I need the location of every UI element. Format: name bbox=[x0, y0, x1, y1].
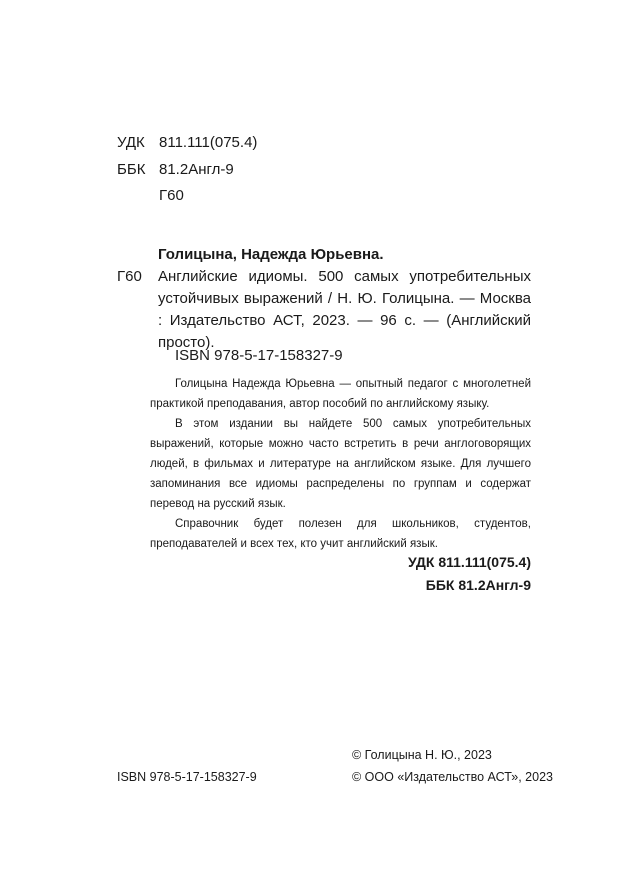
index-block bbox=[350, 551, 531, 597]
footer-isbn: ISBN 978-5-17-158327-9 bbox=[117, 770, 257, 784]
annotation-paragraph: Голицына Надежда Юрьевна — опытный педагог с многолетней практикой преподавания, автор пособий по английскому языку. bbox=[150, 378, 531, 410]
annotation-paragraph: В этом издании вы найдете 500 самых употребительных выражений, которые можно часто встретить в речи англоговорящих людей, в фильмах и литературе на английском языке. Для лучшего запоминания все идиомы распределены по группам и содержат перевод на русский язык. bbox=[150, 418, 531, 510]
copyright-block bbox=[352, 744, 553, 788]
annotation bbox=[150, 374, 531, 554]
bbk-value: 81.2Англ-9 bbox=[159, 161, 234, 178]
copyright-author: © Голицына Н. Ю., 2023 bbox=[352, 748, 492, 762]
author-mark: Г60 bbox=[159, 187, 184, 204]
annotation-paragraph: Справочник будет полезен для школьников, студентов, преподавателей и всех тех, кто учит английский язык. bbox=[150, 518, 531, 550]
udk-label: УДК bbox=[117, 134, 145, 151]
bibliographic-description: Английские идиомы. 500 самых употребительных устойчивых выражений / Н. Ю. Голицына. — Москва : Издательство АСТ, 2023. — 96 с. — (Английский просто). bbox=[158, 268, 531, 351]
copyright-publisher: © ООО «Издательство АСТ», 2023 bbox=[352, 770, 553, 784]
bbk-label: ББК bbox=[117, 161, 146, 178]
index-bbk: ББК 81.2Англ-9 bbox=[425, 577, 531, 593]
index-udk: УДК 811.111(075.4) bbox=[407, 554, 531, 570]
entry-isbn: ISBN 978-5-17-158327-9 bbox=[175, 347, 343, 364]
author-heading: Голицына, Надежда Юрьевна. bbox=[158, 246, 384, 263]
entry-code: Г60 bbox=[117, 268, 142, 285]
udk-value: 811.111(075.4) bbox=[159, 134, 258, 151]
